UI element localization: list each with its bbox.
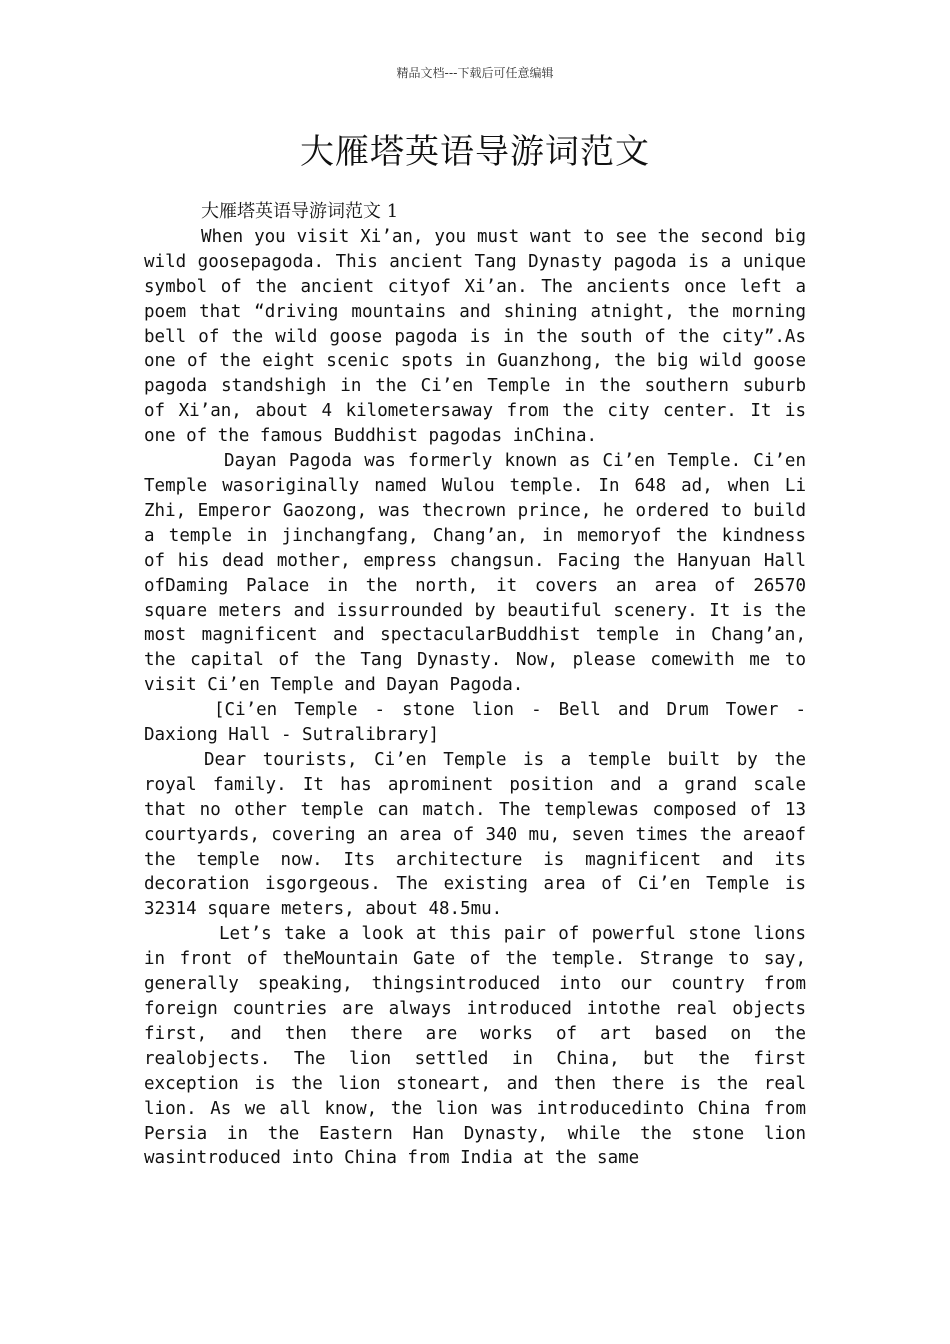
paragraph-route: [Ci’en Temple - stone lion - Bell and Drum Tower - Daxiong Hall - Sutralibrary] [144,700,806,746]
paragraph-intro: When you visit Xi’an, you must want to see the second big wild goosepagoda. This ancient Tang Dynasty pagoda is a unique symbol of the ancient cityof Xi’an. The ancients once left a poem that “driving mountains and shining atnight, the morning bell of the wild goose pagoda is in the south of the city”.As one of the eight scenic spots in Guanzhong, the big wild goose pagoda standshigh in the Ci’en Temple in the southern suburb of Xi’an, about 4 kilometersaway from the city center. It is one of the famous Buddhist pagodas inChina. [144,226,806,447]
document-body [144,200,806,1171]
header-note: 精品文档---下载后可任意编辑 [396,66,554,80]
section-heading: 大雁塔英语导游词范文 1 [201,201,399,222]
paragraph-history: Dayan Pagoda was formerly known as Ci’en Temple. Ci’en Temple wasoriginally named Wulou temple. In 648 ad, when Li Zhi, Emperor Gaozong, was thecrown prince, he ordered to build a temple in jinchangfang, Chang’an, in memoryof the kindness of his dead mother, empress changsun. Facing the Hanyuan Hall ofDaming Palace in the north, it covers an area of 26570 square meters and issurrounded by beautiful scenery. It is the most magnificent and spectacularBuddhist temple in Chang’an, the capital of the Tang Dynasty. Now, please comewith me to visit Ci’en Temple and Dayan Pagoda. [144,451,806,696]
document-title: 大雁塔英语导游词范文 [300,132,650,172]
paragraph-temple: Dear tourists, Ci’en Temple is a temple built by the royal family. It has aprominent position and a grand scale that no other temple can match. The templewas composed of 13 courtyards, covering an area of 340 mu, seven times the areaof the temple now. Its architecture is magnificent and its decoration isgorgeous. The existing area of Ci’en Temple is 32314 square meters, about 48.5mu. [144,749,806,920]
paragraph-stone-lions: Let’s take a look at this pair of powerful stone lions in front of theMountain Gate of the temple. Strange to say, generally speaking, thingsintroduced into our country from foreign countries are always introduced intothe real objects first, and then there are works of art based on the realobjects. The lion settled in China, but the first exception is the lion stoneart, and then there is the real lion. As we all know, the lion was introducedinto China from Persia in the Eastern Han Dynasty, while the stone lion wasintroduced into China from India at the same [144,924,806,1169]
